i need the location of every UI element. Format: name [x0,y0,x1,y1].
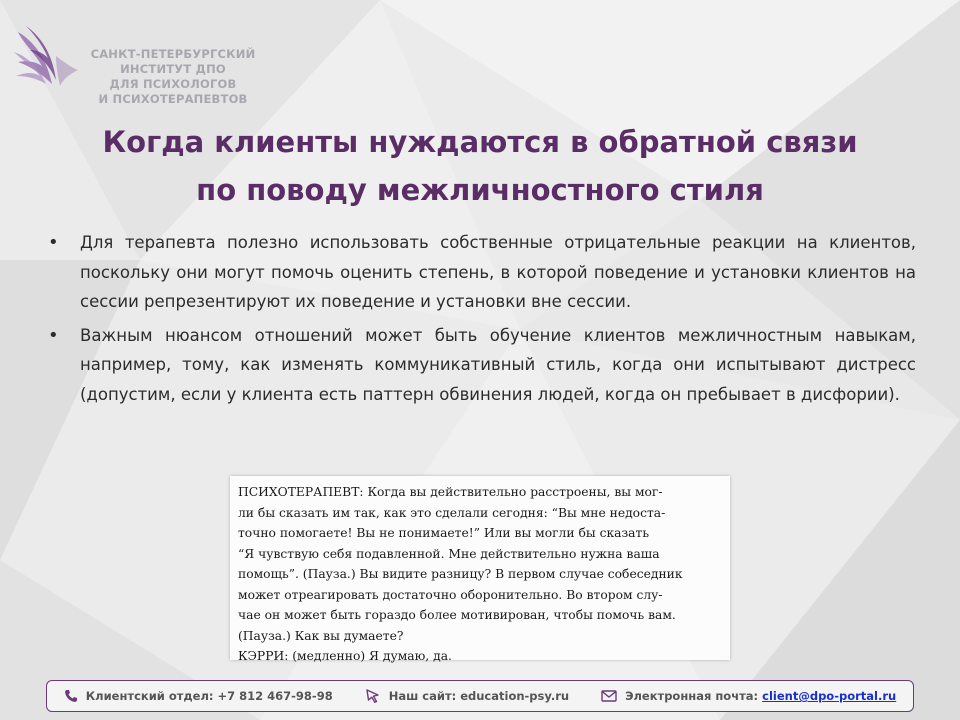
logo-wings-icon [12,22,96,106]
slide-title-line: Когда клиенты нуждаются в обратной связи [102,125,858,159]
footer-site [365,689,569,703]
dialogue-text [238,482,722,667]
dialogue-line: точно помогаете! Вы не понимаете!” Или вы могли бы сказать [238,526,650,540]
footer-email [601,689,896,703]
cursor-icon [365,689,381,703]
bullet-dot: • [48,232,59,253]
dialogue-line: может отреагировать достаточно оборонительно. Во втором слу- [238,587,663,602]
dialogue-line: (Пауза.) Как вы думаете? [238,628,404,643]
footer-phone [64,689,333,703]
bullet-item [44,321,916,410]
phone-text: Клиентский отдел: +7 812 467-98-98 [85,689,333,703]
phone-icon [64,689,78,703]
institute-name-line: ДЛЯ ПСИХОЛОГОВ [109,77,237,91]
bullet-dot: • [48,324,59,346]
dialogue-line: ли бы сказать им так, как это сделали сегодня: “Вы мне недоста- [238,505,666,520]
dialogue-line: КЭРРИ: (медленно) Я думаю, да. [238,649,452,663]
institute-name-line: ИНСТИТУТ ДПО [120,62,226,76]
dialogue-line: чае он может быть гораздо более мотивирован, чтобы помочь вам. [238,608,676,622]
bullet-text: Важным нюансом отношений может быть обучение клиентов межличностным навыкам, например, тому, как изменять коммуникативный стиль, когда они испытывают дистресс (допустим, если у клиента есть паттерн обвинения людей, когда он пребывает в дисфории). [80,325,916,404]
dialogue-excerpt [230,476,730,663]
contact-footer [46,680,914,712]
dialogue-line: помощь”. (Пауза.) Вы видите разницу? В первом случае собеседник [238,567,683,581]
slide-title [40,118,920,214]
email-label: Электронная почта: [625,689,759,703]
bullet-item [44,228,916,317]
institute-name-line: САНКТ-ПЕТЕРБУРГСКИЙ [90,47,256,61]
bullet-list [44,228,916,413]
institute-name [88,47,258,107]
site-text: Наш сайт: education-psy.ru [388,689,570,703]
email-link[interactable]: client@dpo-portal.ru [762,689,897,703]
dialogue-line: ПСИХОТЕРАПЕВТ: Когда вы действительно расстроены, вы мог- [238,485,663,499]
dialogue-line: “Я чувствую себя подавленной. Мне действительно нужна ваша [238,546,660,561]
institute-name-line: И ПСИХОТЕРАПЕВТОВ [98,92,248,106]
slide-title-line: по поводу межличностного стиля [196,173,764,207]
bullet-text: Для терапевта полезно использовать собственные отрицательные реакции на клиентов, поскольку они могут помочь оценить степень, в которой поведение и установки клиентов на сессии репрезентируют их поведение и установки вне сессии. [80,233,916,311]
envelope-icon [601,690,617,702]
